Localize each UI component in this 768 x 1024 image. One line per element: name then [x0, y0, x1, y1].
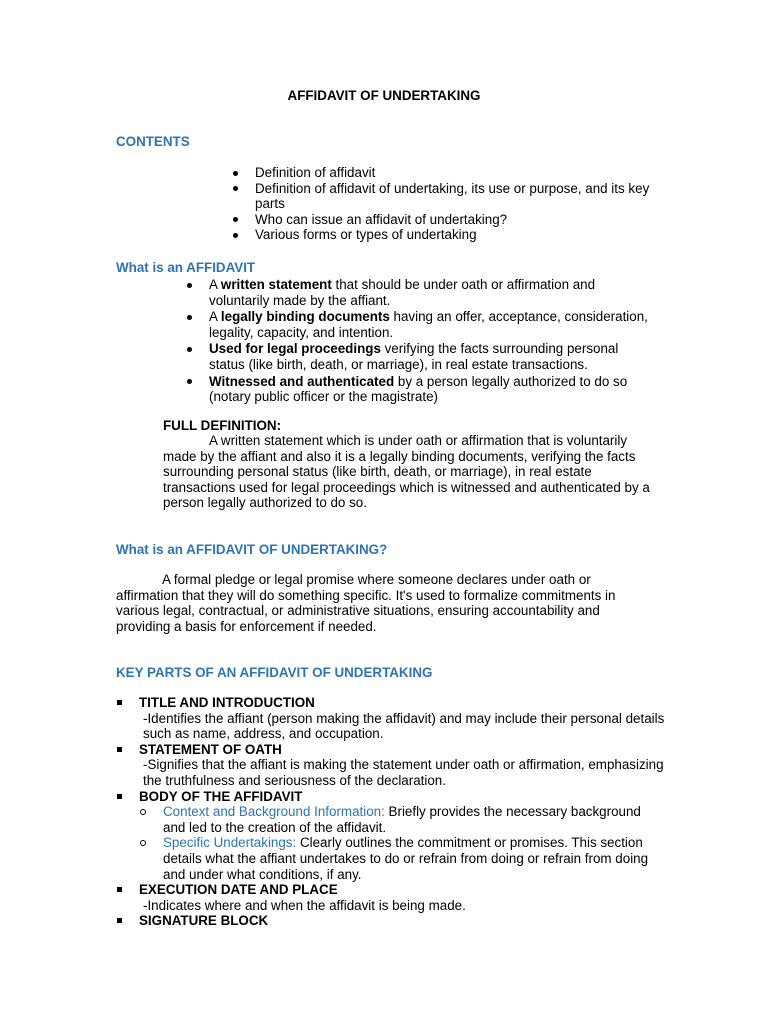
- full-definition-paragraph: A written statement which is under oath or affirmation that is voluntarily made by the affiant and also it is a legally binding documents, verifying the facts surrounding personal status (like birth, death, or marriage), in real estate transactions used for legal proceedings which is witnessed and authenticated by a person legally authorized to do so.: [163, 433, 650, 511]
- affidavit-heading: What is an AFFIDAVIT: [116, 260, 256, 275]
- body-sub-list: [139, 804, 666, 882]
- key-parts-heading: KEY PARTS OF AN AFFIDAVIT OF UNDERTAKING: [116, 665, 433, 680]
- square-bullet-icon: [117, 887, 122, 892]
- circle-bullet-icon: [140, 840, 146, 846]
- bullet-icon: [187, 283, 192, 288]
- bullet-icon: [233, 171, 238, 176]
- list-item: Context and Background Information: Briefly provides the necessary background and led to the creation of the affidavit.: [163, 804, 666, 835]
- circle-bullet-icon: [140, 809, 146, 815]
- list-item: A written statement that should be under oath or affirmation and voluntarily made by the affiant.: [209, 277, 654, 308]
- square-bullet-icon: [117, 794, 122, 799]
- square-bullet-icon: [117, 700, 122, 705]
- list-item: Definition of affidavit: [255, 165, 655, 181]
- list-item: Definition of affidavit of undertaking, its use or purpose, and its key parts: [255, 181, 655, 212]
- list-item: EXECUTION DATE AND PLACE -Indicates where and when the affidavit is being made.: [116, 882, 666, 913]
- bullet-icon: [233, 233, 238, 238]
- list-item: Specific Undertakings: Clearly outlines the commitment or promises. This section details what the affiant undertakes to do or refrain from doing or refrain from doing and under what conditions, if any.: [163, 835, 666, 882]
- bullet-icon: [187, 315, 192, 320]
- list-item: TITLE AND INTRODUCTION -Identifies the affiant (person making the affidavit) and may include their personal details such as name, address, and occupation.: [116, 695, 666, 742]
- list-item: Various forms or types of undertaking: [255, 227, 655, 243]
- undertaking-paragraph: A formal pledge or legal promise where someone declares under oath or affirmation that they will do something specific. It's used to formalize commitments in various legal, contractual, or administrative situations, ensuring accountability and providing a basis for enforcement if needed.: [116, 572, 616, 634]
- square-bullet-icon: [117, 747, 122, 752]
- full-definition-label: FULL DEFINITION:: [163, 418, 282, 433]
- list-item: Who can issue an affidavit of undertaking?: [255, 212, 655, 228]
- list-item: STATEMENT OF OATH -Signifies that the affiant is making the statement under oath or affirmation, emphasizing the truthfulness and seriousness of the declaration.: [116, 742, 666, 789]
- bullet-icon: [187, 347, 192, 352]
- undertaking-heading: What is an AFFIDAVIT OF UNDERTAKING?: [116, 542, 388, 557]
- bullet-icon: [233, 217, 238, 222]
- square-bullet-icon: [117, 918, 122, 923]
- list-item: SIGNATURE BLOCK: [116, 913, 666, 929]
- bullet-icon: [233, 186, 238, 191]
- list-item: BODY OF THE AFFIDAVIT Context and Background Information: Briefly provides the necessary background and led to the creation of the affidavit. Specific Undertakings: Clearly outlines the commitment or promises. This section details what the affiant undertakes to do or refrain from doing or refrain from doing and under what conditions, if any.: [116, 789, 666, 883]
- list-item: Witnessed and authenticated by a person legally authorized to do so (notary public officer or the magistrate): [209, 374, 654, 405]
- affidavit-list: [209, 277, 654, 405]
- document-title: AFFIDAVIT OF UNDERTAKING: [287, 88, 481, 103]
- contents-list: [255, 165, 655, 243]
- contents-heading: CONTENTS: [116, 134, 190, 149]
- list-item: Used for legal proceedings verifying the facts surrounding personal status (like birth, death, or marriage), in real estate transactions.: [209, 341, 654, 372]
- list-item: A legally binding documents having an offer, acceptance, consideration, legality, capacity, and intention.: [209, 309, 654, 340]
- key-parts-list: [116, 695, 666, 929]
- bullet-icon: [187, 379, 192, 384]
